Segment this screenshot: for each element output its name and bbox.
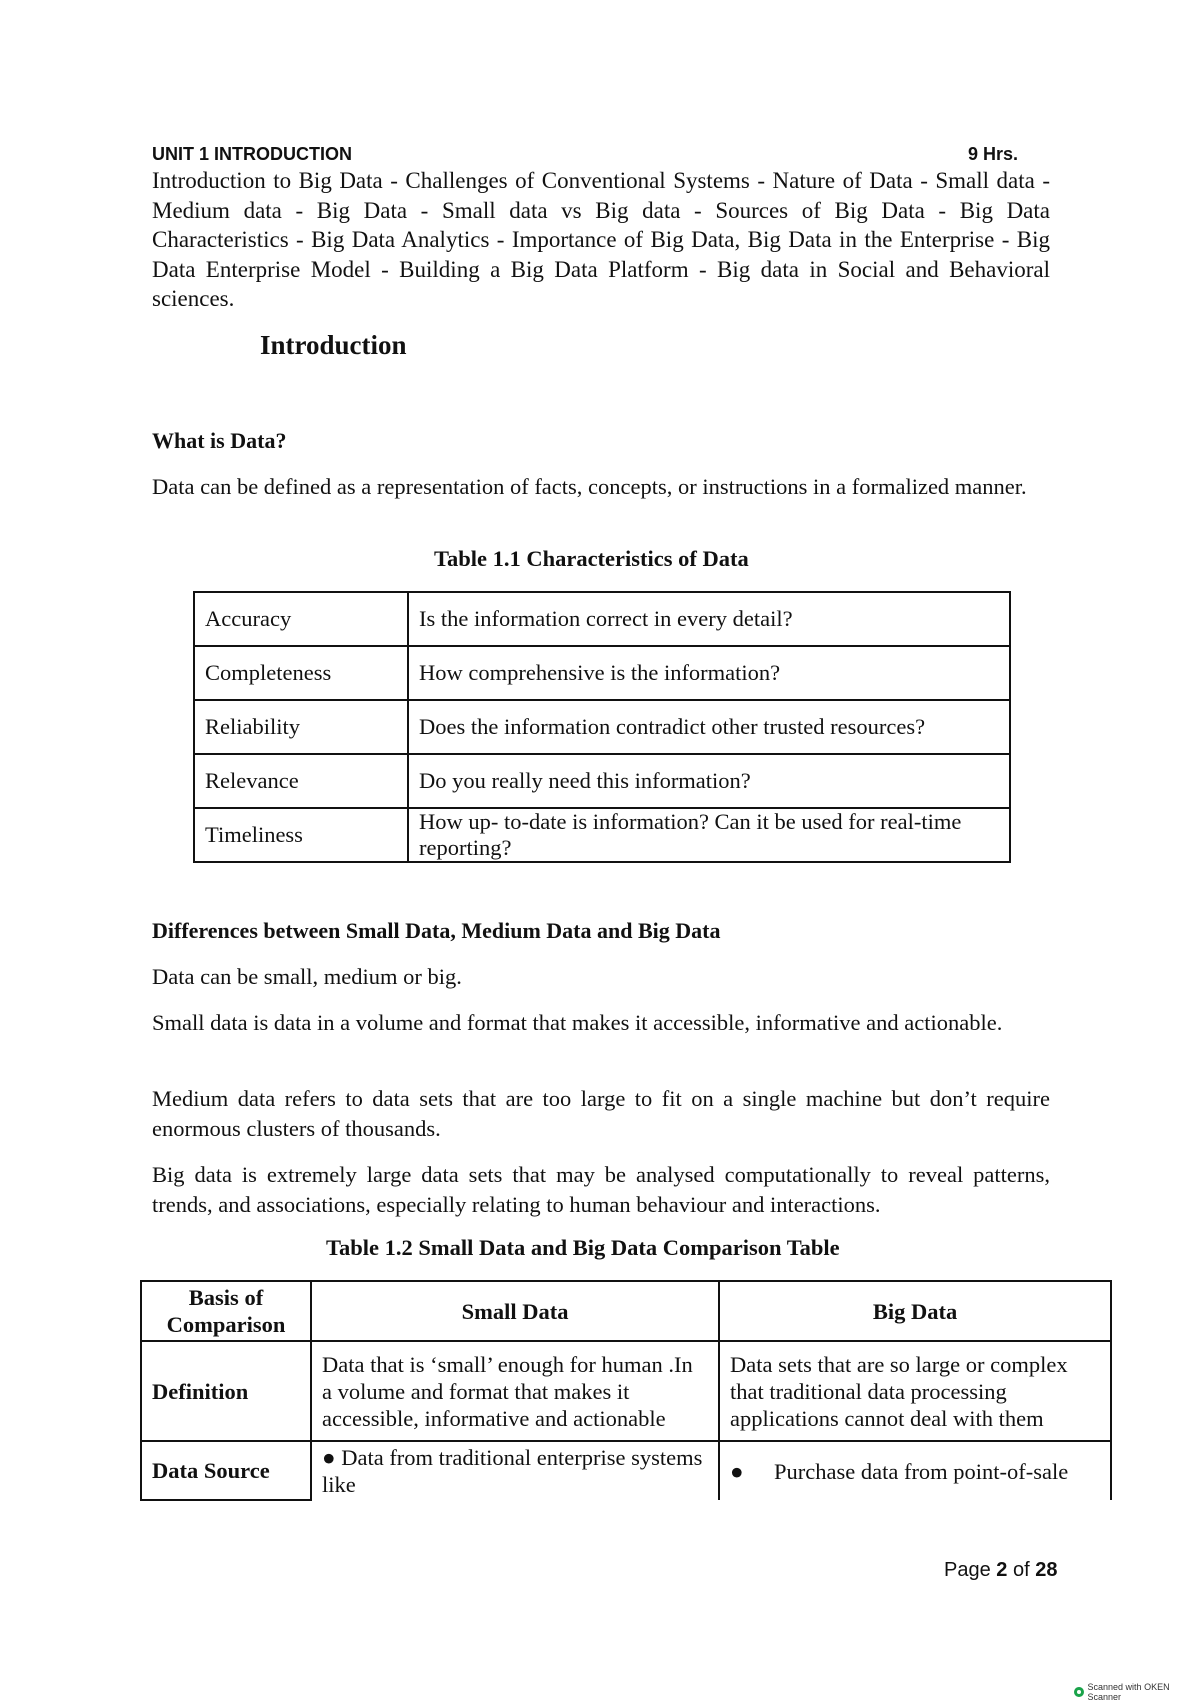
table1-caption: Table 1.1 Characteristics of Data bbox=[434, 546, 749, 571]
table-row bbox=[194, 754, 1010, 808]
table-row bbox=[141, 1441, 1111, 1500]
page-of: of bbox=[1012, 1559, 1030, 1581]
page-number bbox=[944, 1559, 1057, 1582]
characteristic-desc: How up- to-date is information? Can it be used for real-time reporting? bbox=[408, 808, 1010, 862]
table-row bbox=[141, 1341, 1111, 1441]
characteristics-table bbox=[193, 591, 1011, 863]
table2-caption: Table 1.2 Small Data and Big Data Comparison Table bbox=[326, 1235, 840, 1260]
differences-p1: Data can be small, medium or big. bbox=[152, 964, 462, 989]
characteristic-desc: How comprehensive is the information? bbox=[408, 646, 1010, 700]
table-row bbox=[194, 808, 1010, 862]
bullet-item bbox=[730, 1458, 1100, 1485]
unit-hours: 9 Hrs. bbox=[967, 144, 1018, 164]
scanner-text: Scanned with OKEN Scanner bbox=[1087, 1681, 1170, 1702]
table-row bbox=[194, 592, 1010, 646]
syllabus-paragraph: Introduction to Big Data - Challenges of Conventional Systems - Nature of Data - Small data - Medium data - Big Data - Small data vs Big data - Sources of Big Data - Big Data Characteristics - Big Data Analytics - Importance of Big Data, Big Data in the Enterprise - Big Data Enterprise Model - Building a Big Data Platform - Big data in Social and Behavioral sciences. bbox=[152, 168, 1050, 311]
header-big-data: Big Data bbox=[719, 1281, 1111, 1341]
table-row bbox=[194, 646, 1010, 700]
row-basis: Definition bbox=[141, 1341, 311, 1441]
differences-p3: Medium data refers to data sets that are too large to fit on a single machine but don’t require enormous clusters of thousands. bbox=[152, 1086, 1050, 1141]
row-small-data: Data that is ‘small’ enough for human .In a volume and format that makes it accessible, informative and actionable bbox=[311, 1341, 719, 1441]
characteristic-name: Completeness bbox=[194, 646, 408, 700]
scanner-watermark bbox=[1074, 1681, 1200, 1702]
table-row bbox=[194, 700, 1010, 754]
row-big-data: Data sets that are so large or complex that traditional data processing applications cannot deal with them bbox=[719, 1341, 1111, 1441]
section-title: Introduction bbox=[260, 330, 407, 360]
bullet-icon: ● bbox=[730, 1458, 744, 1484]
unit-title: UNIT 1 INTRODUCTION bbox=[152, 144, 352, 164]
unit-header bbox=[152, 144, 1018, 166]
characteristic-name: Relevance bbox=[194, 754, 408, 808]
characteristic-name: Reliability bbox=[194, 700, 408, 754]
what-is-data-text: Data can be defined as a representation of facts, concepts, or instructions in a formalized manner. bbox=[152, 474, 1027, 499]
page-current: 2 bbox=[996, 1559, 1008, 1581]
differences-p2: Small data is data in a volume and format that makes it accessible, informative and actionable. bbox=[152, 1010, 1003, 1035]
characteristic-desc: Do you really need this information? bbox=[408, 754, 1010, 808]
table-header-row bbox=[141, 1281, 1111, 1341]
page-total: 28 bbox=[1035, 1559, 1058, 1581]
header-small-data: Small Data bbox=[311, 1281, 719, 1341]
characteristic-desc: Does the information contradict other trusted resources? bbox=[408, 700, 1010, 754]
row-basis: Data Source bbox=[141, 1441, 311, 1500]
characteristic-name: Accuracy bbox=[194, 592, 408, 646]
differences-p4: Big data is extremely large data sets that may be analysed computationally to reveal patterns, trends, and associations, especially relating to human behaviour and interactions. bbox=[152, 1162, 1050, 1217]
page-prefix: Page bbox=[944, 1559, 991, 1581]
bullet-text: Purchase data from point-of-sale bbox=[774, 1458, 1069, 1484]
differences-heading: Differences between Small Data, Medium Data and Big Data bbox=[152, 918, 721, 943]
row-small-data: ● Data from traditional enterprise systems like bbox=[311, 1441, 719, 1500]
header-basis: Basis of Comparison bbox=[141, 1281, 311, 1341]
characteristic-name: Timeliness bbox=[194, 808, 408, 862]
row-big-data-cell bbox=[719, 1441, 1111, 1500]
what-is-data-heading: What is Data? bbox=[152, 428, 287, 453]
characteristic-desc: Is the information correct in every detail? bbox=[408, 592, 1010, 646]
scanner-logo-icon bbox=[1074, 1687, 1084, 1697]
comparison-table bbox=[140, 1280, 1112, 1501]
